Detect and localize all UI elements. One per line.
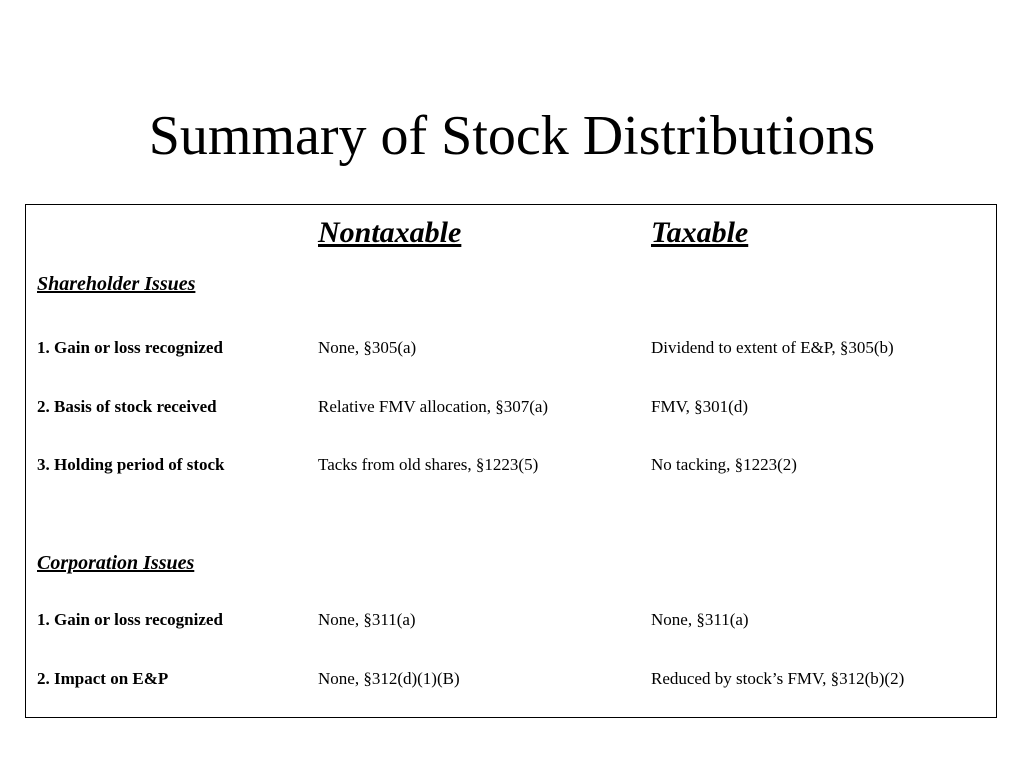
cell-nontaxable: None, §312(d)(1)(B) (318, 669, 460, 688)
section-heading-corporation: Corporation Issues (37, 552, 195, 574)
row-label: 3. Holding period of stock (37, 455, 225, 474)
cell-taxable: None, §311(a) (651, 610, 749, 629)
cell-taxable: No tacking, §1223(2) (651, 455, 797, 474)
slide-title: Summary of Stock Distributions (148, 105, 876, 167)
cell-nontaxable: Relative FMV allocation, §307(a) (318, 397, 549, 416)
row-label: 1. Gain or loss recognized (37, 338, 223, 357)
cell-taxable: Reduced by stock’s FMV, §312(b)(2) (651, 669, 905, 688)
cell-taxable: FMV, §301(d) (651, 397, 748, 416)
row-label: 2. Basis of stock received (37, 397, 217, 416)
cell-nontaxable: None, §311(a) (318, 610, 416, 629)
row-label: 2. Impact on E&P (37, 669, 169, 688)
cell-taxable: Dividend to extent of E&P, §305(b) (651, 338, 894, 357)
summary-table (25, 204, 997, 718)
column-header-taxable: Taxable (651, 216, 749, 249)
section-heading-shareholder: Shareholder Issues (37, 273, 196, 295)
column-header-nontaxable: Nontaxable (318, 216, 462, 249)
row-label: 1. Gain or loss recognized (37, 610, 223, 629)
cell-nontaxable: None, §305(a) (318, 338, 417, 357)
cell-nontaxable: Tacks from old shares, §1223(5) (318, 455, 539, 474)
